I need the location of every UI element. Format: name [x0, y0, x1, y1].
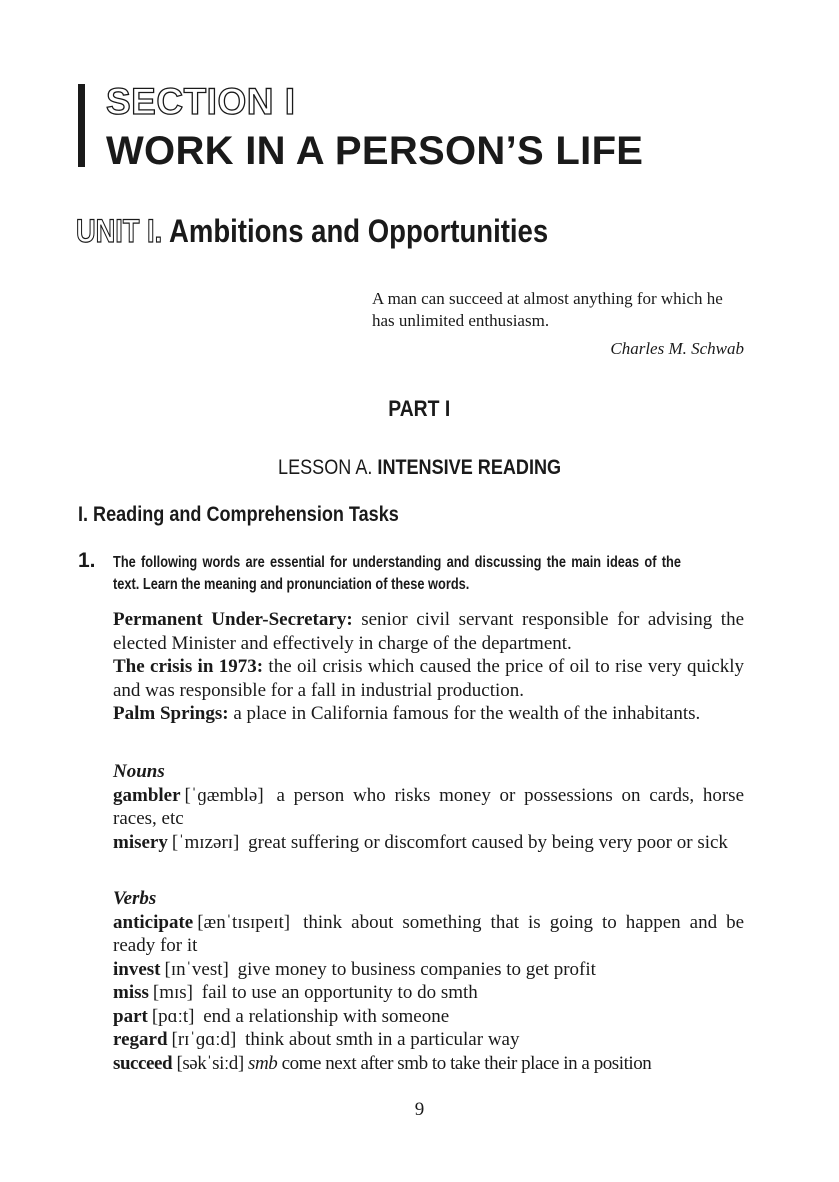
lesson-heading [0, 456, 839, 480]
vocab-entry [113, 958, 744, 982]
glossary-term: Palm Springs: [113, 703, 229, 724]
section-label: SECTION I [106, 81, 296, 122]
vocab-definition: come next after smb to take their place in a position [281, 1052, 652, 1074]
task-instruction: The following words are essential for understanding and discussing the main ideas of the text. Learn the meaning and pronunciation of these words. [113, 554, 681, 593]
subsection-heading: I. Reading and Comprehension Tasks [78, 503, 399, 526]
vocab-definition: give money to business companies to get profit [237, 958, 596, 980]
verbs-heading: Verbs [113, 888, 157, 909]
vocab-entry [113, 784, 744, 831]
unit-heading [76, 210, 610, 259]
glossary-definition: a place in California famous for the wealth of the inhabitants. [233, 703, 701, 724]
vocab-ipa: [mɪs] [152, 982, 194, 1003]
section-title: WORK IN A PERSON’S LIFE [106, 129, 644, 173]
vocab-note: smb [248, 1052, 278, 1074]
vocab-definition: think about smth in a particular way [245, 1029, 520, 1050]
vocab-ipa: [ˈɡæmblə] [184, 784, 264, 806]
vocab-definition: end a relationship with someone [203, 1005, 450, 1027]
glossary [113, 608, 744, 726]
vocab-ipa: [ɪnˈvest] [164, 958, 229, 980]
vocab-ipa: [ænˈtɪsɪpeɪt] [197, 911, 291, 933]
vocab-word: invest [113, 958, 161, 980]
vocab-entry [113, 831, 744, 855]
vocab-entry [113, 911, 744, 958]
page-number: 9 [414, 1099, 425, 1120]
part-heading-text: PART I [388, 396, 451, 421]
vocab-ipa: [pɑːt] [151, 1005, 195, 1027]
vocab-word: misery [113, 831, 168, 853]
vocab-ipa: [ˈmɪzərɪ] [171, 831, 240, 853]
vocab-definition: fail to use an opportunity to do smth [201, 982, 478, 1003]
vocab-word: anticipate [113, 911, 194, 933]
epigraph-author: Charles M. Schwab [610, 339, 744, 358]
glossary-entry [113, 655, 744, 702]
unit-title: Ambitions and Opportunities [169, 213, 549, 249]
unit-label: UNIT I. [76, 213, 163, 249]
lesson-title: INTENSIVE READING [377, 456, 562, 479]
nouns-heading: Nouns [113, 761, 165, 782]
glossary-definition: senior civil servant responsible for advising the elected Minister and effectively in charge of the department. [113, 609, 745, 654]
glossary-entry [113, 608, 744, 655]
vocab-definition: think about something that is going to happen and be ready for it [113, 911, 744, 956]
vocab-entry [113, 1005, 744, 1029]
vocab-definition: a person who risks money or possessions on cards, horse races, etc [113, 784, 745, 829]
vocab-entry [113, 1028, 744, 1052]
vocab-ipa: [rɪˈɡɑːd] [171, 1029, 237, 1050]
nouns-list [113, 760, 744, 854]
epigraph-quote: A man can succeed at almost anything for which he has unlimited enthusiasm. [372, 289, 723, 330]
vocab-word: gambler [113, 784, 181, 806]
vocab-entry [113, 1052, 744, 1076]
section-accent-bar [78, 84, 85, 167]
vocab-entry [113, 981, 744, 1005]
glossary-term: The crisis in 1973: [113, 656, 264, 677]
vocab-word: miss [113, 982, 149, 1003]
lesson-prefix: LESSON A. [277, 456, 373, 479]
vocab-word: part [113, 1005, 148, 1027]
verbs-list [113, 887, 744, 1075]
part-heading [0, 396, 839, 422]
glossary-entry [113, 702, 744, 726]
vocab-definition: great suffering or discomfort caused by being very poor or sick [248, 831, 728, 853]
glossary-definition: the oil crisis which caused the price of oil to rise very quickly and was responsible for a fall in industrial production. [113, 656, 744, 701]
vocab-word: succeed [113, 1052, 173, 1074]
task-number: 1. [78, 549, 96, 572]
vocab-ipa: [səkˈsiːd] [176, 1052, 244, 1074]
glossary-term: Permanent Under-Secretary: [113, 609, 353, 630]
vocab-word: regard [113, 1029, 168, 1050]
